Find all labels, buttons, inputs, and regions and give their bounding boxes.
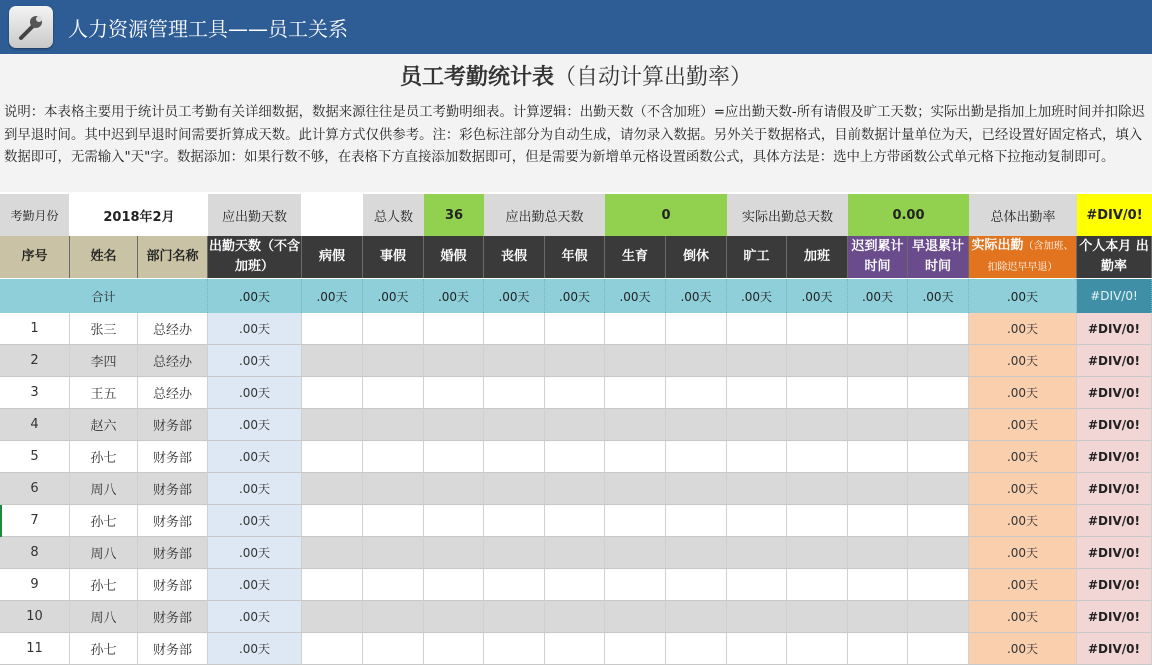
cell-compensatory[interactable] <box>666 441 727 473</box>
cell-no[interactable]: 4 <box>0 409 70 441</box>
col-funeral: 丧假 <box>484 236 545 278</box>
cell-days: .00天 <box>208 441 302 473</box>
cell-late[interactable] <box>848 537 908 569</box>
cell-early[interactable] <box>908 633 969 665</box>
cell-no[interactable]: 3 <box>0 377 70 409</box>
required-days-value[interactable] <box>302 194 363 236</box>
table-header <box>0 236 1152 278</box>
cell-actual: .00天 <box>969 345 1077 377</box>
cell-sick[interactable] <box>302 601 363 633</box>
cell-funeral[interactable] <box>484 409 545 441</box>
cell-maternity[interactable] <box>605 409 666 441</box>
cell-early[interactable] <box>908 505 969 537</box>
table-row <box>0 537 1152 569</box>
cell-early[interactable] <box>908 345 969 377</box>
cell-compensatory[interactable] <box>666 345 727 377</box>
cell-days: .00天 <box>208 345 302 377</box>
cell-rate: #DIV/0! <box>1077 345 1152 377</box>
cell-days: .00天 <box>208 569 302 601</box>
cell-marriage[interactable] <box>424 473 484 505</box>
cell-maternity[interactable] <box>605 633 666 665</box>
cell-compensatory[interactable] <box>666 537 727 569</box>
app-title: 人力资源管理工具——员工关系 <box>68 17 348 41</box>
cell-days: .00天 <box>208 409 302 441</box>
col-overtime: 加班 <box>787 236 848 278</box>
cell-early[interactable] <box>908 377 969 409</box>
cell-compensatory[interactable] <box>666 633 727 665</box>
cell-late[interactable] <box>848 505 908 537</box>
cell-annual[interactable] <box>545 537 605 569</box>
cell-absent[interactable] <box>727 441 787 473</box>
totals-absent: .00天 <box>727 279 787 313</box>
col-annual: 年假 <box>545 236 605 278</box>
cell-marriage[interactable] <box>424 633 484 665</box>
col-no: 序号 <box>0 236 70 278</box>
cell-sick[interactable] <box>302 441 363 473</box>
cell-annual[interactable] <box>545 441 605 473</box>
col-rate: 个人本月 出勤率 <box>1077 236 1152 278</box>
wrench-icon[interactable] <box>9 6 53 48</box>
col-early: 早退累计时间 <box>908 236 969 278</box>
cell-no[interactable]: 11 <box>0 633 70 665</box>
cell-overtime[interactable] <box>787 505 848 537</box>
cell-name[interactable]: 孙七 <box>70 633 138 665</box>
cell-annual[interactable] <box>545 601 605 633</box>
cell-absent[interactable] <box>727 505 787 537</box>
col-actual <box>969 236 1077 278</box>
totals-actual: .00天 <box>969 279 1077 313</box>
col-actual-note: （含加班、扣除迟早早退） <box>987 241 1074 273</box>
totals-overtime: .00天 <box>787 279 848 313</box>
cell-maternity[interactable] <box>605 441 666 473</box>
cell-funeral[interactable] <box>484 537 545 569</box>
cell-early[interactable] <box>908 409 969 441</box>
cell-name[interactable]: 孙七 <box>70 441 138 473</box>
cell-maternity[interactable] <box>605 473 666 505</box>
cell-rate: #DIV/0! <box>1077 633 1152 665</box>
cell-actual: .00天 <box>969 505 1077 537</box>
cell-overtime[interactable] <box>787 569 848 601</box>
cell-rate: #DIV/0! <box>1077 409 1152 441</box>
cell-personal[interactable] <box>363 537 424 569</box>
cell-funeral[interactable] <box>484 569 545 601</box>
summary-row <box>0 194 1152 236</box>
cell-compensatory[interactable] <box>666 601 727 633</box>
col-sick: 病假 <box>302 236 363 278</box>
cell-compensatory[interactable] <box>666 473 727 505</box>
total-actual-label: 实际出勤总天数 <box>727 194 848 236</box>
overall-rate-value: #DIV/0! <box>1077 194 1152 236</box>
cell-absent[interactable] <box>727 377 787 409</box>
cell-actual: .00天 <box>969 601 1077 633</box>
cell-personal[interactable] <box>363 601 424 633</box>
cell-sick[interactable] <box>302 313 363 345</box>
cell-personal[interactable] <box>363 505 424 537</box>
cell-maternity[interactable] <box>605 569 666 601</box>
cell-annual[interactable] <box>545 473 605 505</box>
cell-days: .00天 <box>208 633 302 665</box>
cell-personal[interactable] <box>363 377 424 409</box>
cell-sick[interactable] <box>302 537 363 569</box>
cell-early[interactable] <box>908 473 969 505</box>
overall-rate-label: 总体出勤率 <box>969 194 1077 236</box>
cell-sick[interactable] <box>302 473 363 505</box>
cell-late[interactable] <box>848 569 908 601</box>
cell-dept[interactable]: 财务部 <box>138 537 208 569</box>
cell-rate: #DIV/0! <box>1077 441 1152 473</box>
cell-overtime[interactable] <box>787 377 848 409</box>
cell-days: .00天 <box>208 537 302 569</box>
cell-personal[interactable] <box>363 313 424 345</box>
cell-dept[interactable]: 财务部 <box>138 601 208 633</box>
cell-annual[interactable] <box>545 569 605 601</box>
cell-actual: .00天 <box>969 537 1077 569</box>
cell-dept[interactable]: 财务部 <box>138 473 208 505</box>
cell-sick[interactable] <box>302 345 363 377</box>
description-text: 说明：本表格主要用于统计员工考勤有关详细数据，数据来源往往是员工考勤明细表。计算逻辑：出勤天数（不含加班）=应出勤天数-所有请假及旷工天数；实际出勤是指加上加班时间并扣除迟到早退时间。其中迟到早退时间需要折算成天数。此计算方式仅供参考。注：彩色标注部分为自动生成，请勿录入数据。另外关于数据格式，目前数据计量单位为天，已经设置好固定格式，填入数据即可，无需输入"天"字。数据添加：如果行数不够，在表格下方直接添加数据即可，但是需要为新增单元格设置函数公式，具体方法是：选中上方带函数公式单元格下拉拖动复制即可。 <box>0 102 1152 192</box>
cell-maternity[interactable] <box>605 537 666 569</box>
totals-days: .00天 <box>208 279 302 313</box>
cell-annual[interactable] <box>545 345 605 377</box>
month-label: 考勤月份 <box>0 194 70 236</box>
cell-name[interactable]: 孙七 <box>70 569 138 601</box>
cell-name[interactable]: 王五 <box>70 377 138 409</box>
cell-no[interactable]: 1 <box>0 313 70 345</box>
cell-maternity[interactable] <box>605 345 666 377</box>
cell-late[interactable] <box>848 441 908 473</box>
cell-sick[interactable] <box>302 377 363 409</box>
cell-actual: .00天 <box>969 569 1077 601</box>
cell-absent[interactable] <box>727 409 787 441</box>
totals-marriage: .00天 <box>424 279 484 313</box>
totals-row <box>0 279 1152 313</box>
cell-actual: .00天 <box>969 633 1077 665</box>
cell-early[interactable] <box>908 601 969 633</box>
cell-absent[interactable] <box>727 473 787 505</box>
totals-late: .00天 <box>848 279 908 313</box>
cell-funeral[interactable] <box>484 473 545 505</box>
data-rows <box>0 313 1152 665</box>
cell-rate: #DIV/0! <box>1077 473 1152 505</box>
totals-rate: #DIV/0! <box>1077 279 1152 313</box>
table-row <box>0 377 1152 409</box>
cell-compensatory[interactable] <box>666 313 727 345</box>
cell-early[interactable] <box>908 537 969 569</box>
cell-overtime[interactable] <box>787 473 848 505</box>
col-dept: 部门名称 <box>138 236 208 278</box>
cell-dept[interactable]: 财务部 <box>138 441 208 473</box>
cell-late[interactable] <box>848 601 908 633</box>
cell-days: .00天 <box>208 505 302 537</box>
cell-marriage[interactable] <box>424 441 484 473</box>
cell-overtime[interactable] <box>787 313 848 345</box>
cell-late[interactable] <box>848 633 908 665</box>
totals-label: 合计 <box>0 279 208 313</box>
cell-no[interactable]: 10 <box>0 601 70 633</box>
cell-dept[interactable]: 总经办 <box>138 345 208 377</box>
cell-no[interactable]: 7 <box>0 505 70 537</box>
cell-personal[interactable] <box>363 441 424 473</box>
cell-name[interactable]: 周八 <box>70 537 138 569</box>
cell-name[interactable]: 赵六 <box>70 409 138 441</box>
cell-no[interactable]: 6 <box>0 473 70 505</box>
cell-overtime[interactable] <box>787 441 848 473</box>
cell-funeral[interactable] <box>484 505 545 537</box>
cell-annual[interactable] <box>545 633 605 665</box>
cell-days: .00天 <box>208 377 302 409</box>
headcount-value: 36 <box>424 194 484 236</box>
col-days: 出勤天数（不含加班） <box>208 236 302 278</box>
cell-late[interactable] <box>848 345 908 377</box>
total-required-label: 应出勤总天数 <box>484 194 605 236</box>
table-row <box>0 473 1152 505</box>
cell-absent[interactable] <box>727 313 787 345</box>
cell-rate: #DIV/0! <box>1077 313 1152 345</box>
month-value[interactable]: 2018年2月 <box>70 194 208 236</box>
cell-marriage[interactable] <box>424 537 484 569</box>
totals-funeral: .00天 <box>484 279 545 313</box>
cell-rate: #DIV/0! <box>1077 569 1152 601</box>
cell-name[interactable]: 周八 <box>70 601 138 633</box>
total-required-value: 0 <box>605 194 727 236</box>
cell-personal[interactable] <box>363 345 424 377</box>
totals-annual: .00天 <box>545 279 605 313</box>
cell-sick[interactable] <box>302 409 363 441</box>
cell-name[interactable]: 张三 <box>70 313 138 345</box>
col-marriage: 婚假 <box>424 236 484 278</box>
cell-absent[interactable] <box>727 601 787 633</box>
cell-personal[interactable] <box>363 409 424 441</box>
table-row <box>0 441 1152 473</box>
cell-name[interactable]: 李四 <box>70 345 138 377</box>
sheet-title-sub: （自动计算出勤率） <box>554 65 753 90</box>
table-row <box>0 601 1152 633</box>
cell-no[interactable]: 9 <box>0 569 70 601</box>
cell-absent[interactable] <box>727 633 787 665</box>
cell-overtime[interactable] <box>787 345 848 377</box>
cell-absent[interactable] <box>727 537 787 569</box>
cell-actual: .00天 <box>969 377 1077 409</box>
cell-compensatory[interactable] <box>666 409 727 441</box>
cell-maternity[interactable] <box>605 377 666 409</box>
cell-maternity[interactable] <box>605 601 666 633</box>
cell-days: .00天 <box>208 601 302 633</box>
required-days-label: 应出勤天数 <box>208 194 302 236</box>
cell-actual: .00天 <box>969 409 1077 441</box>
cell-late[interactable] <box>848 377 908 409</box>
table-row <box>0 569 1152 601</box>
cell-no[interactable]: 2 <box>0 345 70 377</box>
col-actual-label: 实际出勤 <box>971 238 1024 253</box>
cell-dept[interactable]: 总经办 <box>138 377 208 409</box>
table-row <box>0 313 1152 345</box>
cell-personal[interactable] <box>363 633 424 665</box>
cell-sick[interactable] <box>302 569 363 601</box>
cell-dept[interactable]: 财务部 <box>138 409 208 441</box>
cell-annual[interactable] <box>545 313 605 345</box>
cell-late[interactable] <box>848 313 908 345</box>
cell-absent[interactable] <box>727 345 787 377</box>
cell-sick[interactable] <box>302 633 363 665</box>
cell-maternity[interactable] <box>605 505 666 537</box>
totals-compensatory: .00天 <box>666 279 727 313</box>
headcount-label: 总人数 <box>363 194 424 236</box>
totals-early: .00天 <box>908 279 969 313</box>
app-header <box>0 0 1152 54</box>
col-maternity: 生育 <box>605 236 666 278</box>
cell-marriage[interactable] <box>424 313 484 345</box>
totals-personal: .00天 <box>363 279 424 313</box>
totals-maternity: .00天 <box>605 279 666 313</box>
cell-no[interactable]: 5 <box>0 441 70 473</box>
cell-marriage[interactable] <box>424 569 484 601</box>
cell-rate: #DIV/0! <box>1077 601 1152 633</box>
cell-dept[interactable]: 财务部 <box>138 505 208 537</box>
col-late: 迟到累计时间 <box>848 236 908 278</box>
table-row <box>0 345 1152 377</box>
cell-rate: #DIV/0! <box>1077 537 1152 569</box>
cell-days: .00天 <box>208 313 302 345</box>
col-compensatory: 倒休 <box>666 236 727 278</box>
cell-overtime[interactable] <box>787 601 848 633</box>
cell-rate: #DIV/0! <box>1077 505 1152 537</box>
sheet-title <box>0 54 1152 102</box>
cell-marriage[interactable] <box>424 409 484 441</box>
cell-funeral[interactable] <box>484 377 545 409</box>
col-name: 姓名 <box>70 236 138 278</box>
cell-early[interactable] <box>908 569 969 601</box>
cell-maternity[interactable] <box>605 313 666 345</box>
cell-dept[interactable]: 财务部 <box>138 569 208 601</box>
cell-overtime[interactable] <box>787 409 848 441</box>
cell-annual[interactable] <box>545 505 605 537</box>
cell-early[interactable] <box>908 441 969 473</box>
total-actual-value: 0.00 <box>848 194 969 236</box>
cell-marriage[interactable] <box>424 377 484 409</box>
sheet-title-main: 员工考勤统计表 <box>399 65 554 90</box>
cell-funeral[interactable] <box>484 441 545 473</box>
cell-marriage[interactable] <box>424 505 484 537</box>
cell-compensatory[interactable] <box>666 505 727 537</box>
cell-annual[interactable] <box>545 409 605 441</box>
col-absent: 旷工 <box>727 236 787 278</box>
cell-dept[interactable]: 总经办 <box>138 313 208 345</box>
totals-sick: .00天 <box>302 279 363 313</box>
cell-overtime[interactable] <box>787 633 848 665</box>
cell-funeral[interactable] <box>484 601 545 633</box>
cell-actual: .00天 <box>969 473 1077 505</box>
cell-actual: .00天 <box>969 441 1077 473</box>
cell-compensatory[interactable] <box>666 377 727 409</box>
cell-funeral[interactable] <box>484 313 545 345</box>
cell-days: .00天 <box>208 473 302 505</box>
cell-sick[interactable] <box>302 505 363 537</box>
cell-name[interactable]: 孙七 <box>70 505 138 537</box>
cell-funeral[interactable] <box>484 633 545 665</box>
cell-marriage[interactable] <box>424 601 484 633</box>
cell-overtime[interactable] <box>787 537 848 569</box>
active-row-marker <box>0 505 2 537</box>
cell-late[interactable] <box>848 409 908 441</box>
cell-name[interactable]: 周八 <box>70 473 138 505</box>
cell-rate: #DIV/0! <box>1077 377 1152 409</box>
cell-actual: .00天 <box>969 313 1077 345</box>
cell-early[interactable] <box>908 313 969 345</box>
table-row <box>0 409 1152 441</box>
table-row <box>0 505 1152 537</box>
cell-late[interactable] <box>848 473 908 505</box>
cell-dept[interactable]: 财务部 <box>138 633 208 665</box>
cell-absent[interactable] <box>727 569 787 601</box>
table-row <box>0 633 1152 665</box>
cell-funeral[interactable] <box>484 345 545 377</box>
cell-personal[interactable] <box>363 473 424 505</box>
col-personal: 事假 <box>363 236 424 278</box>
cell-personal[interactable] <box>363 569 424 601</box>
cell-no[interactable]: 8 <box>0 537 70 569</box>
cell-compensatory[interactable] <box>666 569 727 601</box>
cell-annual[interactable] <box>545 377 605 409</box>
cell-marriage[interactable] <box>424 345 484 377</box>
